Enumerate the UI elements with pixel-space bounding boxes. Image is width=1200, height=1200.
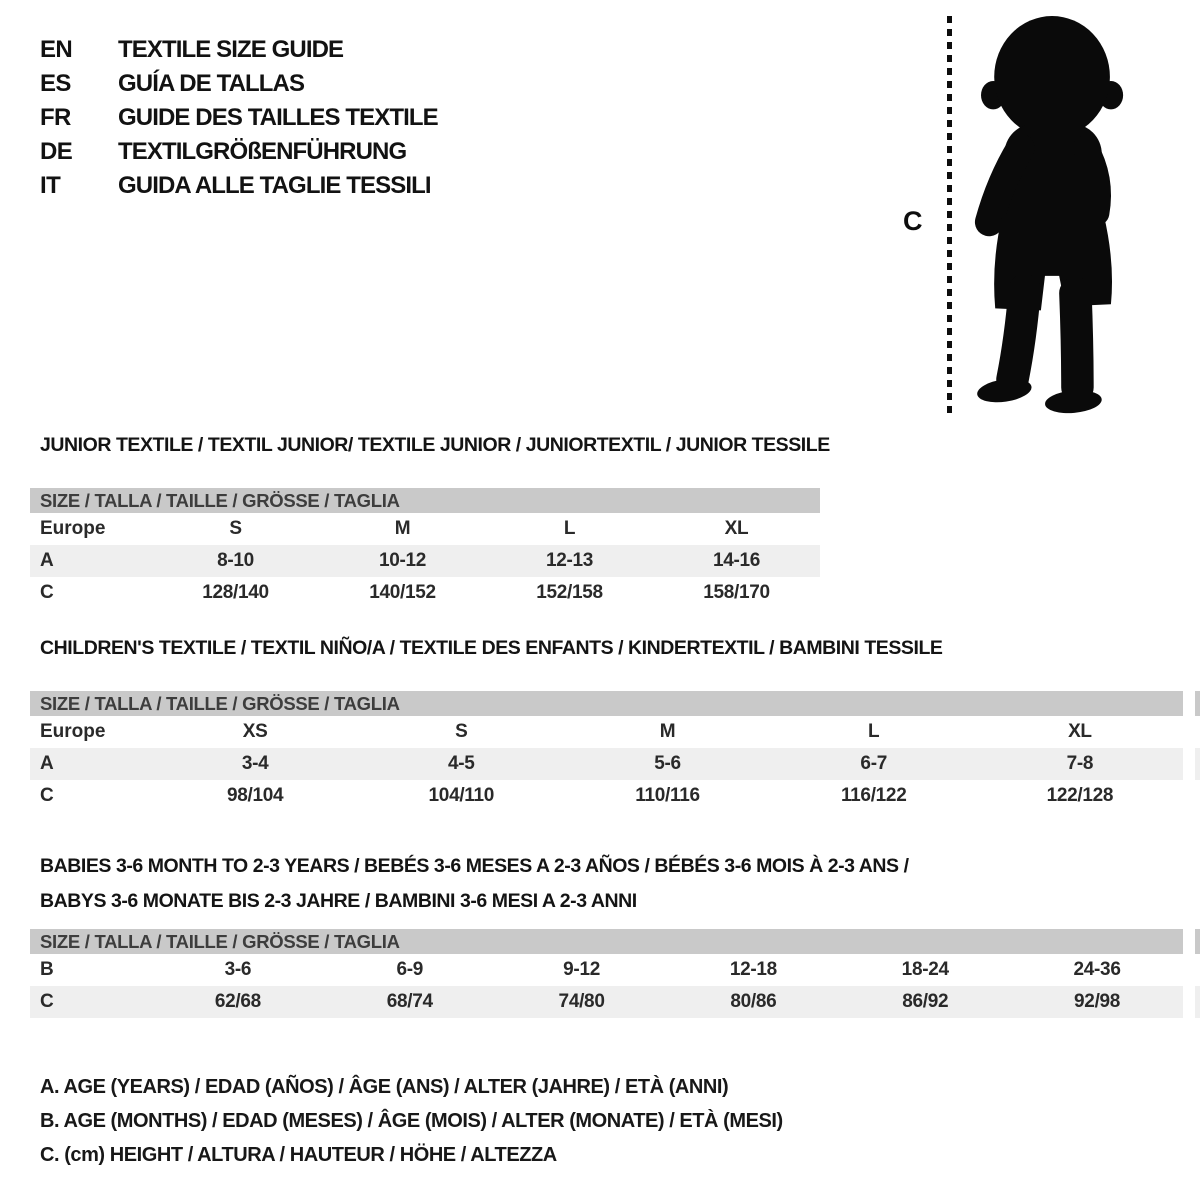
table-cell: 24-36 — [1073, 959, 1121, 980]
table-cell: S — [229, 518, 242, 539]
table-row — [30, 748, 1183, 780]
babies-title-line-2: BABYS 3-6 MONATE BIS 2-3 JAHRE / BAMBINI 3-6 MESI A 2-3 ANNI — [40, 890, 637, 912]
language-row-fr — [40, 101, 438, 135]
table-row — [30, 513, 820, 545]
figure-measure-label: C — [903, 206, 923, 236]
table-cell: 18-24 — [901, 959, 949, 980]
language-title: GUIDE DES TAILLES TEXTILE — [118, 104, 438, 131]
legend — [40, 1070, 783, 1172]
babies-size-table — [30, 929, 1183, 1018]
legend-line-b: B. AGE (MONTHS) / EDAD (MESES) / ÂGE (MOIS) / ALTER (MONATE) / ETÀ (MESI) — [40, 1109, 783, 1132]
language-title: GUIDA ALLE TAGLIE TESSILI — [118, 172, 431, 199]
language-row-de — [40, 135, 438, 169]
table-cell: 6-9 — [396, 959, 424, 980]
junior-table-header: SIZE / TALLA / TAILLE / GRÖSSE / TAGLIA — [30, 488, 820, 513]
table-edge-sliver — [1195, 691, 1200, 716]
legend-line-c: C. (cm) HEIGHT / ALTURA / HAUTEUR / HÖHE / ALTEZZA — [40, 1143, 557, 1166]
table-cell: 116/122 — [840, 785, 907, 806]
table-cell: 14-16 — [712, 550, 761, 571]
table-cell: L — [563, 518, 576, 539]
table-row — [30, 986, 1183, 1018]
language-title: GUÍA DE TALLAS — [118, 70, 305, 97]
height-measure-dotted-line — [947, 16, 952, 418]
babies-title-line-1: BABIES 3-6 MONTH TO 2-3 YEARS / BEBÉS 3-6 MESES A 2-3 AÑOS / BÉBÉS 3-6 MOIS À 2-3 ANS / — [40, 855, 909, 877]
language-row-es — [40, 67, 438, 101]
language-code: EN — [40, 36, 73, 63]
language-code: DE — [40, 138, 73, 165]
table-cell: 68/74 — [386, 991, 433, 1012]
row-label: A — [40, 550, 54, 571]
table-edge-sliver — [1195, 929, 1200, 954]
table-cell: 80/86 — [730, 991, 777, 1012]
toddler-silhouette-icon — [960, 14, 1136, 420]
row-label: C — [40, 582, 54, 603]
babies-table-header: SIZE / TALLA / TAILLE / GRÖSSE / TAGLIA — [30, 929, 1183, 954]
table-cell: 9-12 — [563, 959, 600, 980]
table-cell: 74/80 — [558, 991, 605, 1012]
table-cell: 3-6 — [224, 959, 252, 980]
language-title: TEXTILGRÖßENFÜHRUNG — [118, 138, 407, 165]
table-cell: 122/128 — [1046, 785, 1114, 806]
babies-section-title — [40, 849, 909, 919]
table-cell: 5-6 — [654, 753, 681, 774]
table-cell: M — [394, 518, 411, 539]
language-code: FR — [40, 104, 71, 131]
table-cell: 140/152 — [369, 582, 436, 603]
table-row — [30, 577, 820, 609]
table-edge-sliver — [1195, 986, 1200, 1018]
table-cell: 4-5 — [448, 753, 475, 774]
row-label: Europe — [40, 518, 106, 539]
table-cell: 3-4 — [241, 753, 269, 774]
table-row — [30, 716, 1183, 748]
table-edge-sliver — [1195, 748, 1200, 780]
language-code: IT — [40, 172, 61, 199]
table-cell: 62/68 — [214, 991, 261, 1012]
row-label: C — [40, 785, 54, 806]
children-size-table — [30, 691, 1183, 812]
table-row — [30, 954, 1183, 986]
table-row — [30, 545, 820, 577]
table-cell: 152/158 — [536, 582, 603, 603]
language-row-it — [40, 169, 438, 203]
table-cell: 8-10 — [217, 550, 254, 571]
junior-section-title: JUNIOR TEXTILE / TEXTIL JUNIOR/ TEXTILE JUNIOR / JUNIORTEXTIL / JUNIOR TESSILE — [40, 434, 830, 456]
table-cell: 86/92 — [902, 991, 949, 1012]
table-cell: 12-18 — [729, 959, 777, 980]
table-cell: XS — [242, 721, 268, 742]
table-cell: 104/110 — [428, 785, 495, 806]
row-label: Europe — [40, 721, 106, 742]
legend-line-a: A. AGE (YEARS) / EDAD (AÑOS) / ÂGE (ANS) / ALTER (JAHRE) / ETÀ (ANNI) — [40, 1075, 729, 1098]
table-cell: 92/98 — [1074, 991, 1121, 1012]
language-list — [40, 33, 438, 203]
junior-size-table — [30, 488, 820, 609]
row-label: C — [40, 991, 54, 1012]
table-cell: 98/104 — [226, 785, 284, 806]
table-cell: 6-7 — [860, 753, 887, 774]
table-cell: 12-13 — [545, 550, 594, 571]
language-code: ES — [40, 70, 71, 97]
row-label: B — [40, 959, 54, 980]
language-row-en — [40, 33, 438, 67]
table-cell: 128/140 — [202, 582, 269, 603]
table-cell: 10-12 — [378, 550, 427, 571]
table-cell: L — [868, 721, 880, 742]
table-cell: S — [455, 721, 468, 742]
table-cell: XL — [1068, 721, 1092, 742]
table-cell: 110/116 — [635, 785, 700, 806]
row-label: A — [40, 753, 54, 774]
table-cell: 158/170 — [703, 582, 770, 603]
language-title: TEXTILE SIZE GUIDE — [118, 36, 344, 63]
children-table-header: SIZE / TALLA / TAILLE / GRÖSSE / TAGLIA — [30, 691, 1183, 716]
table-row — [30, 780, 1183, 812]
table-cell: 7-8 — [1066, 753, 1094, 774]
table-cell: XL — [724, 518, 749, 539]
children-section-title: CHILDREN'S TEXTILE / TEXTIL NIÑO/A / TEXTILE DES ENFANTS / KINDERTEXTIL / BAMBINI TESSILE — [40, 637, 943, 659]
table-cell: M — [659, 721, 676, 742]
